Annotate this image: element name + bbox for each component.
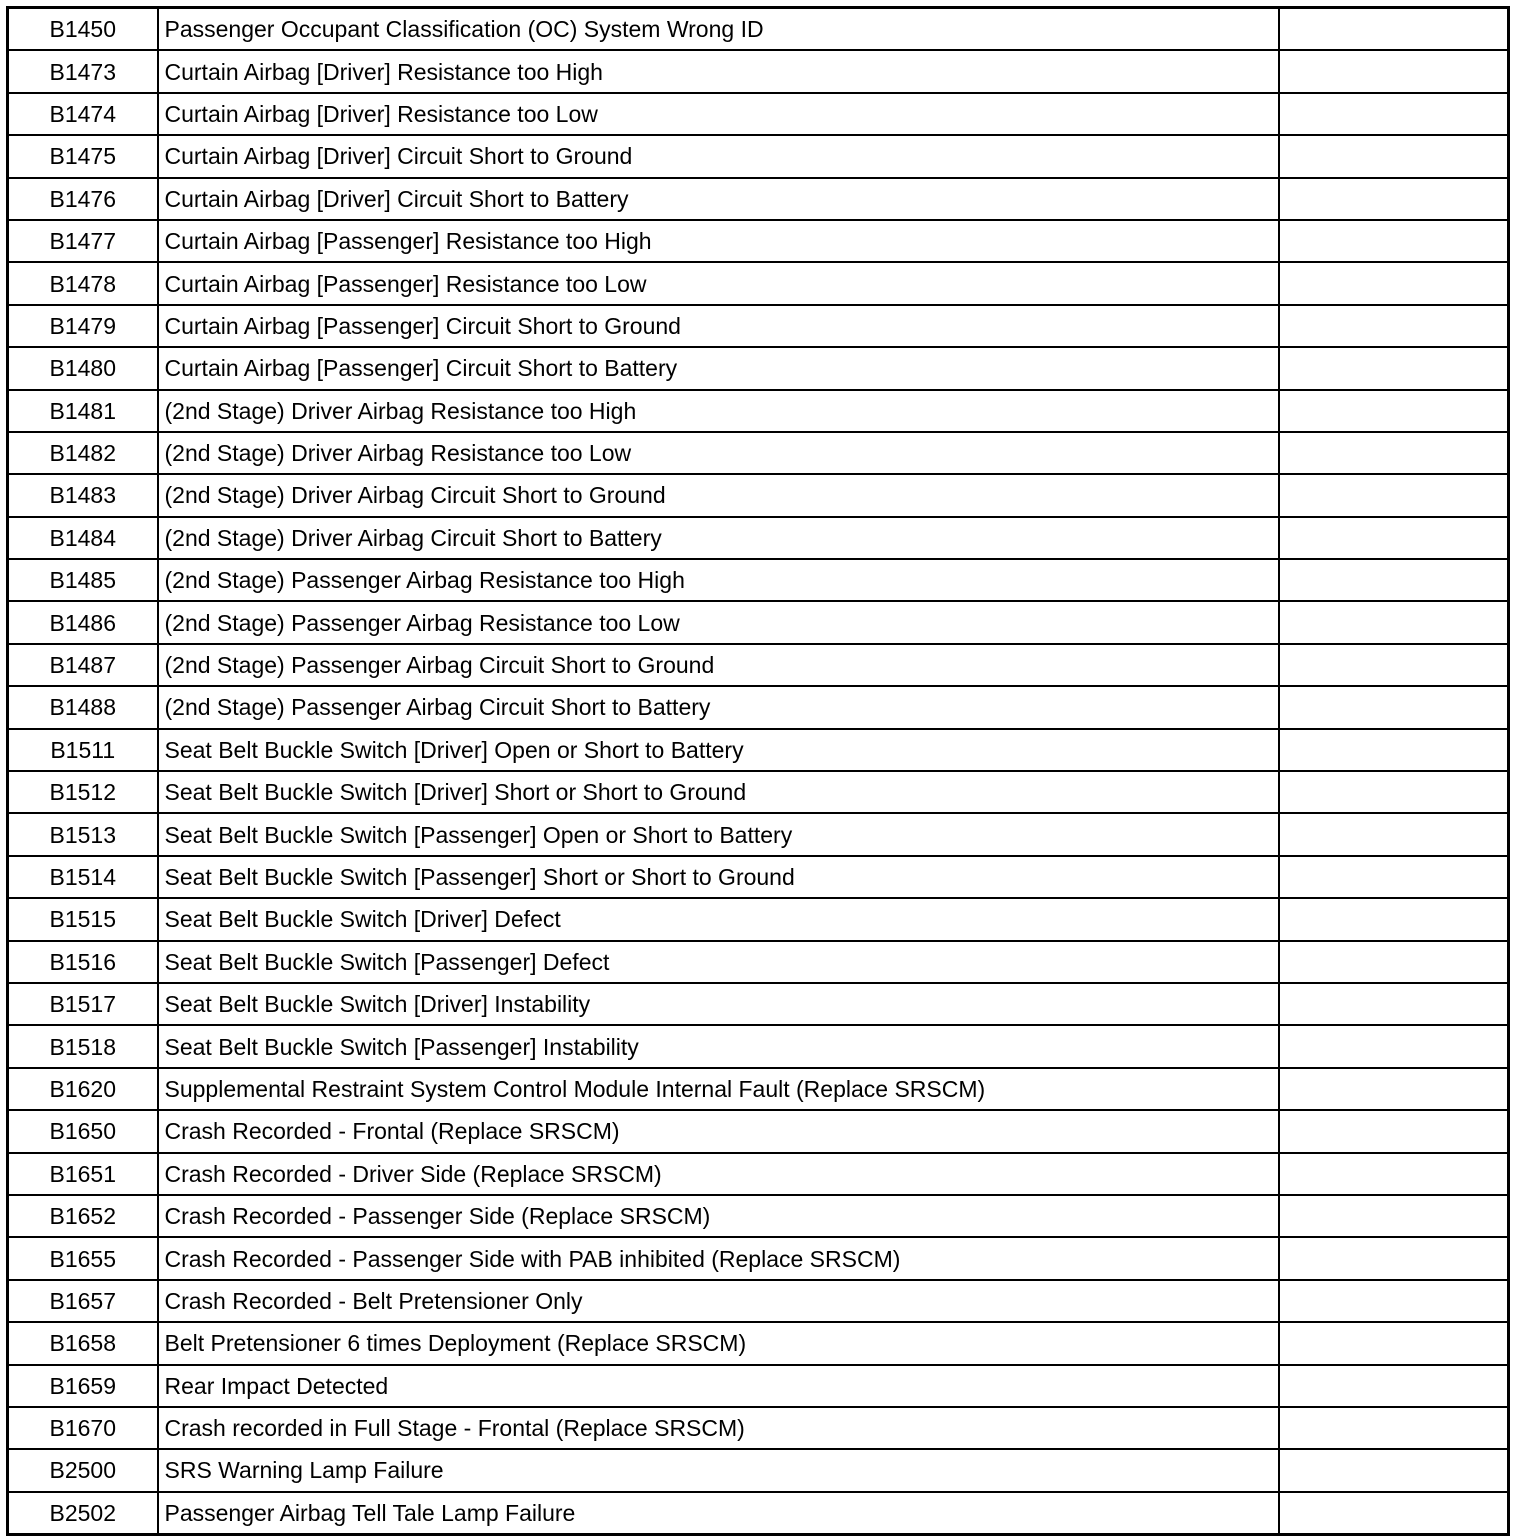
dtc-description: Curtain Airbag [Passenger] Circuit Short to Battery <box>158 347 1279 389</box>
table-row <box>8 1068 1509 1110</box>
table-row <box>8 220 1509 262</box>
table-row <box>8 347 1509 389</box>
dtc-code: B1480 <box>8 347 158 389</box>
dtc-code: B1474 <box>8 93 158 135</box>
dtc-table <box>6 6 1510 1536</box>
dtc-extra-cell <box>1279 1110 1509 1152</box>
dtc-code: B1515 <box>8 898 158 940</box>
dtc-extra-cell <box>1279 1492 1509 1535</box>
dtc-code: B1481 <box>8 390 158 432</box>
dtc-code: B1511 <box>8 729 158 771</box>
dtc-extra-cell <box>1279 474 1509 516</box>
dtc-description: Crash Recorded - Driver Side (Replace SRSCM) <box>158 1153 1279 1195</box>
dtc-extra-cell <box>1279 813 1509 855</box>
table-row <box>8 941 1509 983</box>
table-row <box>8 1195 1509 1237</box>
table-row <box>8 135 1509 177</box>
dtc-description: Curtain Airbag [Driver] Resistance too Low <box>158 93 1279 135</box>
dtc-code: B1478 <box>8 262 158 304</box>
dtc-description: Seat Belt Buckle Switch [Passenger] Short or Short to Ground <box>158 856 1279 898</box>
table-row <box>8 1153 1509 1195</box>
table-row <box>8 983 1509 1025</box>
dtc-code: B1620 <box>8 1068 158 1110</box>
dtc-code: B1483 <box>8 474 158 516</box>
table-row <box>8 644 1509 686</box>
dtc-code: B1652 <box>8 1195 158 1237</box>
dtc-description: Seat Belt Buckle Switch [Passenger] Defect <box>158 941 1279 983</box>
dtc-extra-cell <box>1279 135 1509 177</box>
dtc-description: Curtain Airbag [Driver] Resistance too High <box>158 50 1279 92</box>
dtc-extra-cell <box>1279 1068 1509 1110</box>
dtc-code: B1516 <box>8 941 158 983</box>
dtc-code: B1512 <box>8 771 158 813</box>
dtc-code: B1518 <box>8 1025 158 1067</box>
dtc-code: B2500 <box>8 1449 158 1491</box>
table-row <box>8 432 1509 474</box>
dtc-code: B1488 <box>8 686 158 728</box>
dtc-description: Passenger Occupant Classification (OC) System Wrong ID <box>158 8 1279 51</box>
table-row <box>8 559 1509 601</box>
dtc-extra-cell <box>1279 898 1509 940</box>
dtc-extra-cell <box>1279 983 1509 1025</box>
dtc-code: B1450 <box>8 8 158 51</box>
dtc-code: B1657 <box>8 1280 158 1322</box>
dtc-extra-cell <box>1279 1407 1509 1449</box>
dtc-code: B1659 <box>8 1365 158 1407</box>
table-row <box>8 771 1509 813</box>
dtc-description: (2nd Stage) Driver Airbag Circuit Short to Ground <box>158 474 1279 516</box>
dtc-description: SRS Warning Lamp Failure <box>158 1449 1279 1491</box>
dtc-extra-cell <box>1279 305 1509 347</box>
dtc-description: Seat Belt Buckle Switch [Driver] Short or Short to Ground <box>158 771 1279 813</box>
dtc-extra-cell <box>1279 729 1509 771</box>
table-row <box>8 474 1509 516</box>
dtc-code: B1514 <box>8 856 158 898</box>
dtc-description: Supplemental Restraint System Control Module Internal Fault (Replace SRSCM) <box>158 1068 1279 1110</box>
dtc-code: B1479 <box>8 305 158 347</box>
dtc-description: Seat Belt Buckle Switch [Driver] Instability <box>158 983 1279 1025</box>
table-row <box>8 1025 1509 1067</box>
dtc-extra-cell <box>1279 1025 1509 1067</box>
dtc-extra-cell <box>1279 50 1509 92</box>
dtc-extra-cell <box>1279 178 1509 220</box>
dtc-extra-cell <box>1279 347 1509 389</box>
dtc-description: Seat Belt Buckle Switch [Passenger] Open or Short to Battery <box>158 813 1279 855</box>
table-row <box>8 517 1509 559</box>
dtc-description: Curtain Airbag [Passenger] Resistance too High <box>158 220 1279 262</box>
dtc-description: (2nd Stage) Driver Airbag Resistance too High <box>158 390 1279 432</box>
table-row <box>8 1322 1509 1364</box>
dtc-description: (2nd Stage) Passenger Airbag Circuit Short to Ground <box>158 644 1279 686</box>
dtc-code: B1482 <box>8 432 158 474</box>
dtc-extra-cell <box>1279 262 1509 304</box>
dtc-description: Seat Belt Buckle Switch [Passenger] Instability <box>158 1025 1279 1067</box>
dtc-table-body <box>8 8 1509 1535</box>
dtc-code: B1670 <box>8 1407 158 1449</box>
dtc-description: Crash Recorded - Passenger Side (Replace SRSCM) <box>158 1195 1279 1237</box>
table-row <box>8 729 1509 771</box>
dtc-code: B1517 <box>8 983 158 1025</box>
dtc-code: B1487 <box>8 644 158 686</box>
table-row <box>8 686 1509 728</box>
dtc-description: (2nd Stage) Driver Airbag Circuit Short to Battery <box>158 517 1279 559</box>
dtc-extra-cell <box>1279 390 1509 432</box>
dtc-extra-cell <box>1279 517 1509 559</box>
dtc-code: B1513 <box>8 813 158 855</box>
dtc-extra-cell <box>1279 93 1509 135</box>
dtc-extra-cell <box>1279 220 1509 262</box>
table-row <box>8 178 1509 220</box>
dtc-description: (2nd Stage) Passenger Airbag Circuit Short to Battery <box>158 686 1279 728</box>
dtc-description: Crash Recorded - Frontal (Replace SRSCM) <box>158 1110 1279 1152</box>
dtc-extra-cell <box>1279 941 1509 983</box>
dtc-code: B2502 <box>8 1492 158 1535</box>
dtc-code: B1484 <box>8 517 158 559</box>
table-row <box>8 1407 1509 1449</box>
dtc-code: B1655 <box>8 1237 158 1279</box>
dtc-code: B1658 <box>8 1322 158 1364</box>
dtc-code: B1650 <box>8 1110 158 1152</box>
dtc-code: B1486 <box>8 601 158 643</box>
dtc-extra-cell <box>1279 1280 1509 1322</box>
dtc-description: Passenger Airbag Tell Tale Lamp Failure <box>158 1492 1279 1535</box>
table-row <box>8 262 1509 304</box>
dtc-description: Curtain Airbag [Driver] Circuit Short to Battery <box>158 178 1279 220</box>
dtc-extra-cell <box>1279 432 1509 474</box>
table-row <box>8 813 1509 855</box>
dtc-description: (2nd Stage) Passenger Airbag Resistance too Low <box>158 601 1279 643</box>
dtc-description: Seat Belt Buckle Switch [Driver] Defect <box>158 898 1279 940</box>
table-row <box>8 93 1509 135</box>
dtc-extra-cell <box>1279 1322 1509 1364</box>
dtc-extra-cell <box>1279 771 1509 813</box>
dtc-description: Crash Recorded - Passenger Side with PAB inhibited (Replace SRSCM) <box>158 1237 1279 1279</box>
table-row <box>8 1492 1509 1535</box>
dtc-extra-cell <box>1279 559 1509 601</box>
dtc-code: B1476 <box>8 178 158 220</box>
dtc-extra-cell <box>1279 601 1509 643</box>
dtc-code: B1473 <box>8 50 158 92</box>
table-row <box>8 1110 1509 1152</box>
table-row <box>8 1237 1509 1279</box>
dtc-description: Crash Recorded - Belt Pretensioner Only <box>158 1280 1279 1322</box>
table-row <box>8 898 1509 940</box>
table-row <box>8 1449 1509 1491</box>
dtc-extra-cell <box>1279 644 1509 686</box>
dtc-description: Crash recorded in Full Stage - Frontal (Replace SRSCM) <box>158 1407 1279 1449</box>
table-row <box>8 8 1509 51</box>
table-row <box>8 50 1509 92</box>
dtc-extra-cell <box>1279 1365 1509 1407</box>
dtc-code: B1651 <box>8 1153 158 1195</box>
dtc-extra-cell <box>1279 1153 1509 1195</box>
dtc-description: Curtain Airbag [Passenger] Resistance too Low <box>158 262 1279 304</box>
table-row <box>8 856 1509 898</box>
dtc-description: Belt Pretensioner 6 times Deployment (Replace SRSCM) <box>158 1322 1279 1364</box>
dtc-extra-cell <box>1279 1449 1509 1491</box>
dtc-extra-cell <box>1279 686 1509 728</box>
dtc-description: (2nd Stage) Driver Airbag Resistance too Low <box>158 432 1279 474</box>
table-row <box>8 1365 1509 1407</box>
table-row <box>8 601 1509 643</box>
dtc-description: Seat Belt Buckle Switch [Driver] Open or Short to Battery <box>158 729 1279 771</box>
table-row <box>8 305 1509 347</box>
dtc-extra-cell <box>1279 856 1509 898</box>
dtc-description: (2nd Stage) Passenger Airbag Resistance too High <box>158 559 1279 601</box>
dtc-code: B1477 <box>8 220 158 262</box>
dtc-extra-cell <box>1279 8 1509 51</box>
dtc-description: Curtain Airbag [Driver] Circuit Short to Ground <box>158 135 1279 177</box>
dtc-code: B1475 <box>8 135 158 177</box>
table-row <box>8 1280 1509 1322</box>
dtc-description: Curtain Airbag [Passenger] Circuit Short to Ground <box>158 305 1279 347</box>
dtc-code: B1485 <box>8 559 158 601</box>
dtc-description: Rear Impact Detected <box>158 1365 1279 1407</box>
dtc-extra-cell <box>1279 1237 1509 1279</box>
dtc-extra-cell <box>1279 1195 1509 1237</box>
table-row <box>8 390 1509 432</box>
